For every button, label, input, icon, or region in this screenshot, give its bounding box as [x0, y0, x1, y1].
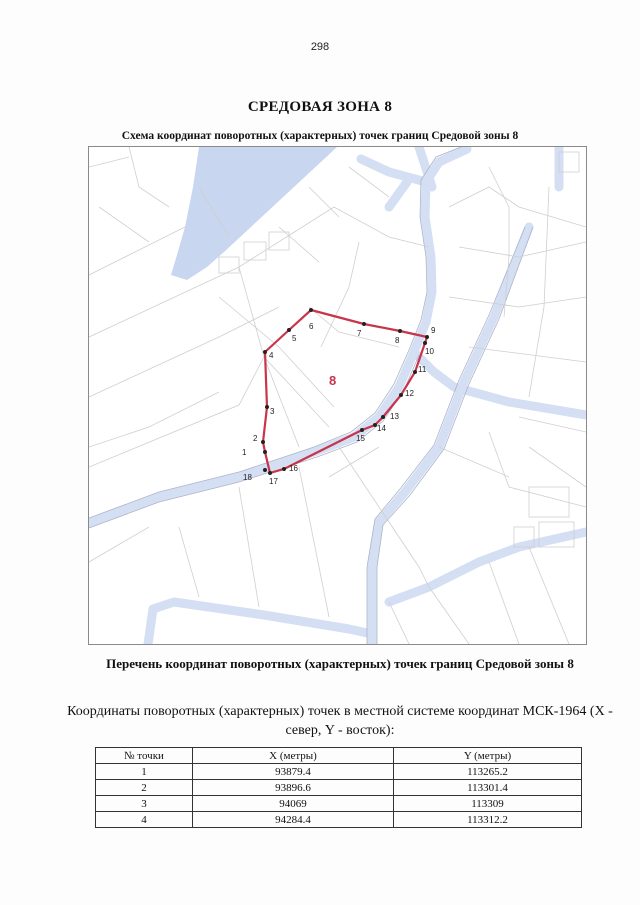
column-header: X (метры) — [193, 748, 394, 764]
point-label: 8 — [395, 336, 400, 345]
point-label: 3 — [270, 407, 275, 416]
column-header: № точки — [96, 748, 193, 764]
zone-8-boundary — [263, 310, 427, 473]
buildings — [219, 152, 579, 547]
table-cell: 113309 — [394, 796, 582, 812]
streets — [89, 147, 586, 644]
table-cell: 94069 — [193, 796, 394, 812]
point-label: 7 — [357, 329, 362, 338]
table-cell: 93896.6 — [193, 780, 394, 796]
point-label: 18 — [243, 473, 252, 482]
coordinate-system-note: Координаты поворотных (характерных) точек в местной системе координат МСК-1964 (X - север, Y - восток): — [67, 704, 613, 738]
point-label: 12 — [405, 389, 414, 398]
page-number: 298 — [310, 41, 330, 53]
point-label: 16 — [289, 464, 298, 473]
point-label: 15 — [356, 434, 365, 443]
table-cell: 1 — [96, 764, 193, 780]
table-cell: 113312.2 — [394, 812, 582, 828]
table-cell: 4 — [96, 812, 193, 828]
point-label: 5 — [292, 334, 297, 343]
table-row — [96, 780, 582, 796]
column-header: Y (метры) — [394, 748, 582, 764]
map-canvas — [89, 147, 586, 644]
zone-title: СРЕДОВАЯ ЗОНА 8 — [247, 99, 393, 115]
point-label: 1 — [242, 448, 247, 457]
point-label: 13 — [390, 412, 399, 421]
table-row — [96, 796, 582, 812]
list-title: Перечень координат поворотных (характерных) точек границ Средовой зоны 8 — [106, 656, 574, 671]
point-label: 6 — [309, 322, 314, 331]
table-cell: 3 — [96, 796, 193, 812]
zone-map — [88, 146, 587, 645]
table-cell: 93879.4 — [193, 764, 394, 780]
table-cell: 2 — [96, 780, 193, 796]
coordinates-table — [95, 747, 582, 828]
table-row — [96, 764, 582, 780]
table-cell: 113301.4 — [394, 780, 582, 796]
point-label: 4 — [269, 351, 274, 360]
point-label: 11 — [418, 365, 427, 374]
table-cell: 94284.4 — [193, 812, 394, 828]
zone-number-label: 8 — [329, 373, 337, 388]
table-cell: 113265.2 — [394, 764, 582, 780]
table-row — [96, 812, 582, 828]
scheme-title: Схема координат поворотных (характерных) точек границ Средовой зоны 8 — [121, 130, 519, 142]
point-label: 14 — [377, 424, 386, 433]
point-label: 9 — [431, 326, 436, 335]
point-label: 17 — [269, 477, 278, 486]
point-label: 2 — [253, 434, 258, 443]
parcel-lines — [89, 147, 586, 644]
point-label: 10 — [425, 347, 434, 356]
table-header-row — [96, 748, 582, 764]
